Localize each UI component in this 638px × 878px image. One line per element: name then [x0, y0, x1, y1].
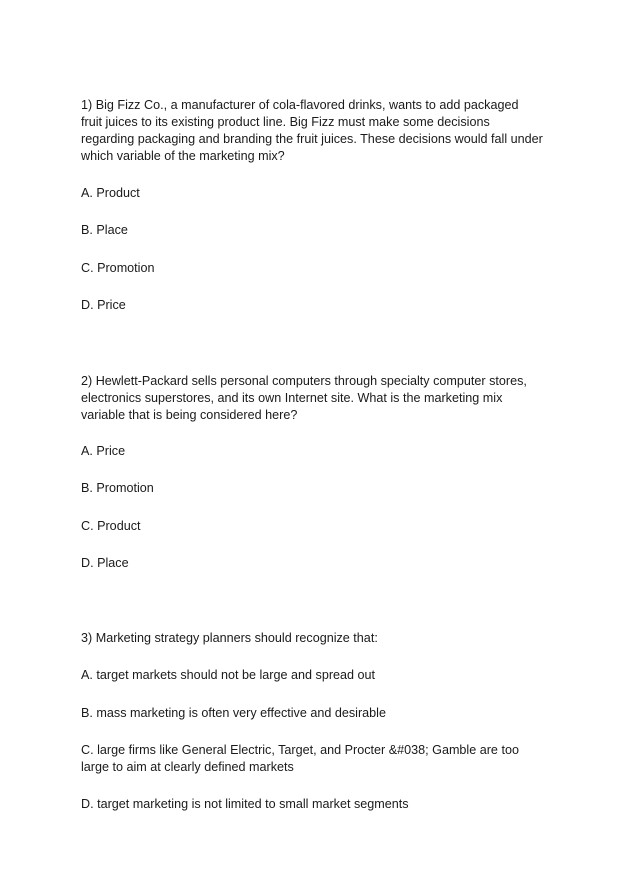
question-3-option-d: D. target marketing is not limited to small market segments [81, 797, 409, 811]
question-2-stem-line: electronics superstores, and its own Internet site. What is the marketing mix [81, 391, 503, 405]
question-2-stem-line: variable that is being considered here? [81, 408, 298, 422]
question-2-option-d: D. Place [81, 556, 129, 570]
question-1-option-a: A. Product [81, 186, 140, 200]
question-1-stem [81, 97, 571, 165]
question-3-option-c-line: C. large firms like General Electric, Target, and Procter &#038; Gamble are too [81, 743, 519, 757]
question-2-stem-line: 2) Hewlett-Packard sells personal computers through specialty computer stores, [81, 374, 527, 388]
question-3-option-c-line: large to aim at clearly defined markets [81, 760, 294, 774]
question-2-option-c: C. Product [81, 519, 141, 533]
question-3-option-c [81, 742, 571, 776]
question-1-stem-line: regarding packaging and branding the fruit juices. These decisions would fall under [81, 132, 543, 146]
question-3-option-b: B. mass marketing is often very effective and desirable [81, 706, 386, 720]
question-1-option-c: C. Promotion [81, 261, 155, 275]
question-3-option-a: A. target markets should not be large and spread out [81, 668, 376, 682]
question-1-stem-line: fruit juices to its existing product line. Big Fizz must make some decisions [81, 115, 490, 129]
question-1-stem-line: which variable of the marketing mix? [81, 149, 285, 163]
question-2-stem [81, 373, 571, 424]
question-1-stem-line: 1) Big Fizz Co., a manufacturer of cola-flavored drinks, wants to add packaged [81, 98, 519, 112]
question-1-option-b: B. Place [81, 223, 128, 237]
question-2-option-a: A. Price [81, 444, 126, 458]
question-2-option-b: B. Promotion [81, 481, 154, 495]
question-1-option-d: D. Price [81, 298, 126, 312]
question-3-stem: 3) Marketing strategy planners should recognize that: [81, 631, 378, 645]
